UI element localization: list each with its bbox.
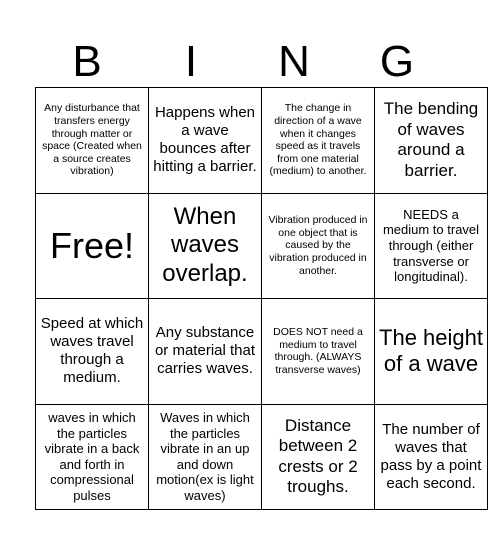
bingo-cell[interactable]: Distance between 2 crests or 2 troughs.	[262, 404, 375, 510]
bingo-row-2	[36, 193, 488, 299]
bingo-header	[35, 38, 457, 86]
bingo-cell[interactable]: The height of a wave	[375, 299, 488, 405]
bingo-cell[interactable]: Any substance or material that carries waves.	[149, 299, 262, 405]
bingo-cell[interactable]: When waves overlap.	[149, 193, 262, 299]
bingo-row-1	[36, 88, 488, 194]
header-letter-b: B	[72, 37, 102, 86]
bingo-cell[interactable]: Vibration produced in one object that is caused by the vibration produced in another.	[262, 193, 375, 299]
bingo-cell[interactable]: Waves in which the particles vibrate in an up and down motion(ex is light waves)	[149, 404, 262, 510]
bingo-cell[interactable]: waves in which the particles vibrate in a back and forth in compressional pulses	[36, 404, 149, 510]
bingo-cell[interactable]: Happens when a wave bounces after hitting a barrier.	[149, 88, 262, 194]
bingo-cell-free[interactable]: Free!	[36, 193, 149, 299]
bingo-cell[interactable]: NEEDS a medium to travel through (either transverse or longitudinal).	[375, 193, 488, 299]
bingo-cell[interactable]: The change in direction of a wave when it changes speed as it travels from one material (medium) to another.	[262, 88, 375, 194]
header-letter-g: G	[379, 37, 415, 86]
bingo-card	[35, 87, 488, 510]
header-letter-i: I	[184, 37, 198, 86]
bingo-cell[interactable]: The number of waves that pass by a point each second.	[375, 404, 488, 510]
bingo-cell[interactable]: The bending of waves around a barrier.	[375, 88, 488, 194]
bingo-row-3	[36, 299, 488, 405]
bingo-cell[interactable]: Speed at which waves travel through a medium.	[36, 299, 149, 405]
bingo-cell[interactable]: DOES NOT need a medium to travel through. (ALWAYS transverse waves)	[262, 299, 375, 405]
bingo-row-4	[36, 404, 488, 510]
header-letter-n: N	[278, 37, 310, 86]
bingo-cell[interactable]: Any disturbance that transfers energy through matter or space (Created when a source creates vibration)	[36, 88, 149, 194]
